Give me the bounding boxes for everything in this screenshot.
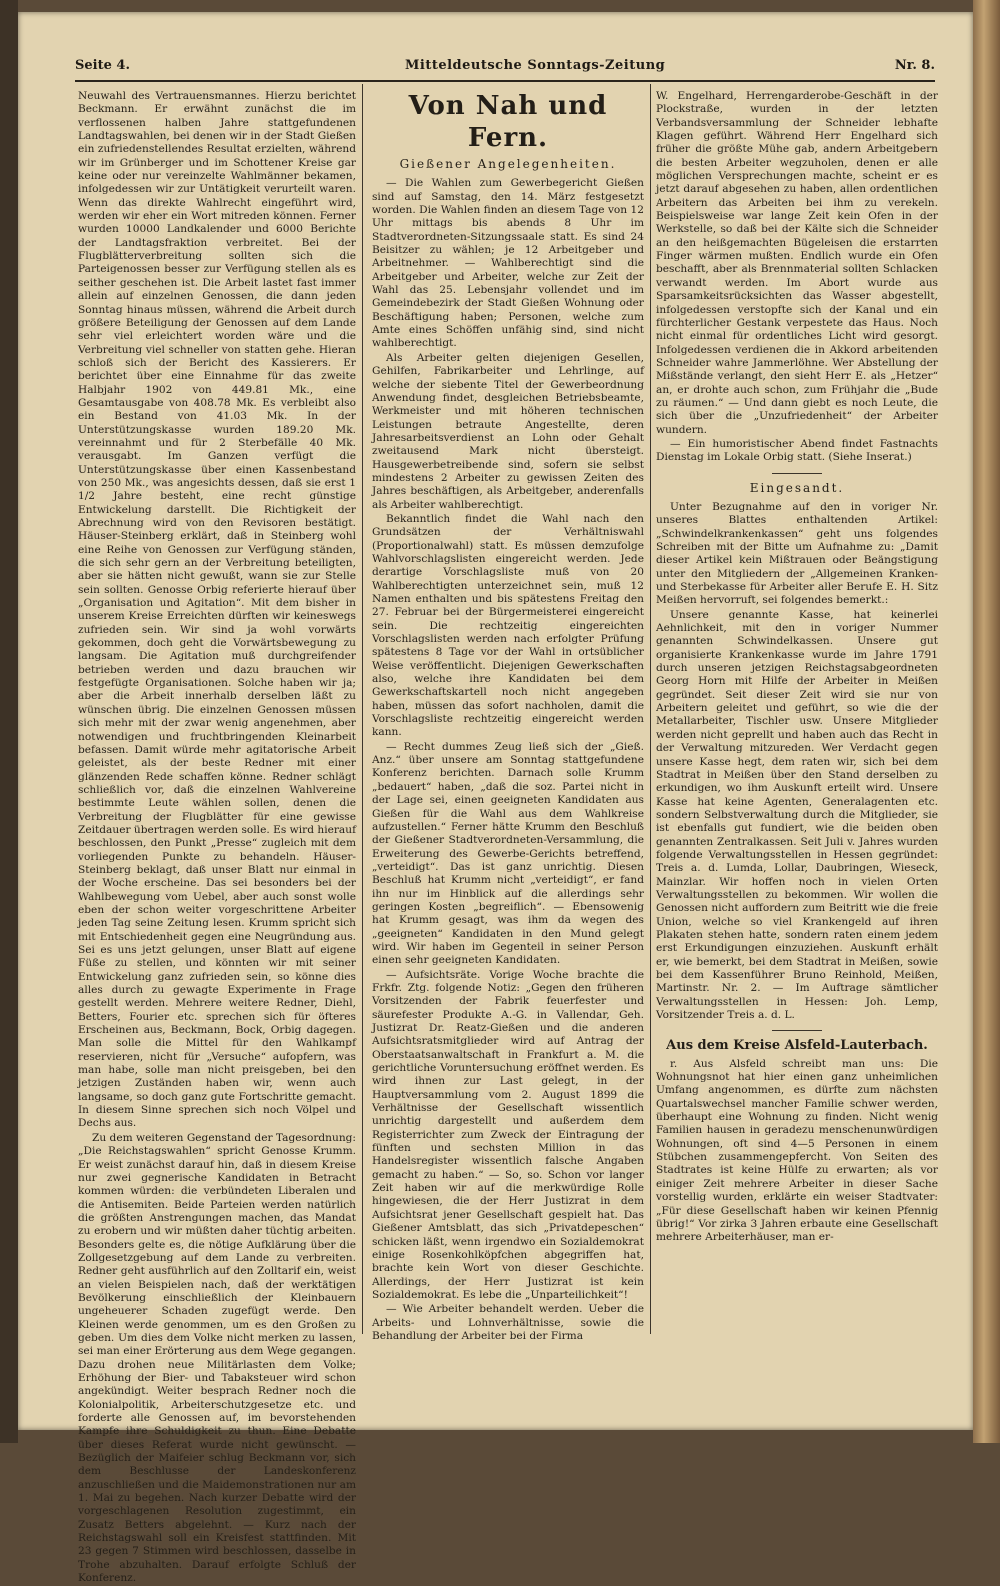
article-paragraph: — Ein humoristischer Abend findet Fastnachts Dienstag im Lokale Orbig statt. (Siehe Inserat.) — [656, 437, 938, 464]
article-paragraph: r. Aus Alsfeld schreibt man uns: Die Wohnungsnot hat hier einen ganz unheimlichen Umfang angenommen, es dürfte zum nächsten Quartalswechsel mancher Familie schwer werden, überhaupt eine Wohnung zu finden. Nicht wenig Familien hausen in geradezu menschenunwürdigen Wohnungen, oft sind 4—5 Personen in einem Stübchen zusammengepfercht. Von Seiten des Stadtrates ist keine Hülfe zu erwarten; als vor einiger Zeit mehrere Arbeiter in dieser Sache vorstellig wurden, erklärte ein weiser Stadtvater: „Für diese Gesellschaft haben wir keinen Pfennig übrig!“ Vor zirka 3 Jahren erbaute eine Gesellschaft mehrere Arbeiterhäuser, man er- — [656, 1057, 938, 1244]
page-number: Seite 4. — [75, 58, 130, 73]
column-divider-1 — [362, 84, 363, 1334]
article-paragraph: Bekanntlich findet die Wahl nach den Grundsätzen der Verhältniswahl (Proportionalwahl) statt. Es müssen demzufolge Wahlvorschlagslisten eingereicht werden. Jede derartige Vorschlagsliste muß von 20 Wahlberechtigten unterzeichnet sein, muß 12 Namen enthalten und bis spätestens Freitag den 27. Februar bei der Bürgermeisterei eingereicht sein. Die rechtzeitig eingereichten Vorschlagslisten werden nach erfolgter Prüfung spätestens 8 Tage vor der Wahl in ortsüblicher Weise veröffentlicht. Diejenigen Gewerkschaften also, welche ihre Kandidaten bei dem Gewerkschaftskartell noch nicht angegeben haben, müssen das sofort nachholen, damit die Vorschlagsliste rechtzeitig eingereicht werden kann. — [372, 512, 644, 739]
article-paragraph: — Die Wahlen zum Gewerbegericht Gießen sind auf Samstag, den 14. März festgesetzt worden. Die Wahlen finden an diesem Tage von 12 Uhr mittags bis abends 8 Uhr im Stadtverordneten-Sitzungssaale statt. Es sind 24 Beisitzer zu wählen; je 12 Arbeitgeber und Arbeitnehmer. — Wahlberechtigt sind die Arbeitgeber und Arbeiter, welche zur Zeit der Wahl das 25. Lebensjahr vollendet und im Gemeindebezirk der Stadt Gießen Wohnung oder Beschäftigung haben; Personen, welche zum Amte eines Schöffen unfähig sind, sind nicht wahlberechtigt. — [372, 177, 644, 350]
article-paragraph: Als Arbeiter gelten diejenigen Gesellen, Gehilfen, Fabrikarbeiter und Lehrlinge, auf welche der siebente Titel der Gewerbeordnung Anwendung findet, desgleichen Betriebsbeamte, Werkmeister und mit höheren technischen Leistungen betraute Angestellte, deren Jahresarbeitsverdienst an Lohn oder Gehalt zweitausend Mark nicht übersteigt. Hausgewerbetreibende sind, sofern sie selbst mindestens 2 Arbeiter zu gewissen Zeiten des Jahres beschäftigen, als Arbeitgeber, anderenfalls als Arbeiter wahlberechtigt. — [372, 351, 644, 511]
article-paragraph: Unter Bezugnahme auf den in voriger Nr. unseres Blattes enthaltenden Artikel: „Schwindelkrankenkassen“ geht uns folgendes Schreiben mit der Bitte um Aufnahme zu: „Damit dieser Artikel kein Mißtrauen oder Beängstigung unter den Mitgliedern der „Allgemeinen Kranken- und Sterbekasse für Arbeiter aller Berufe E. H. Sitz Meißen hervorruft, sei folgendes bemerkt.: — [656, 500, 938, 607]
article-paragraph: Neuwahl des Vertrauensmannes. Hierzu berichtet Beckmann. Er erwähnt zunächst die im verflossenen halben Jahre stattgefundenen Landtagswahlen, bei denen wir in der Stadt Gießen ein zufriedenstellendes Resultat erzielten, während wir im Grünberger und im Schottener Kreise gar keine oder nur vereinzelte Wahlmänner bekamen, infolgedessen wir zur Untätigkeit verurteilt waren. Wenn das direkte Wahlrecht eingeführt wird, werden wir eher ein Wort mitreden können. Ferner wurden 10000 Landkalender und 6000 Berichte der Landtagsfraktion verbreitet. Bei der Flugblätterverbreitung sollten sich die Parteigenossen besser zur Verfügung stellen als es seither geschehen ist. Die Arbeit lastet fast immer allein auf einzelnen Genossen, die dann jeden Sonntag hinaus müssen, während die Arbeit durch größere Beteiligung der Genossen auf dem Lande sehr viel erleichtert worden wäre und die Verbreitung viel schneller von statten gehe. Hieran schloß sich der Bericht des Kassierers. Er berichtet über eine Einnahme für das zweite Halbjahr 1902 von 449.81 Mk., eine Gesamtausgabe von 408.78 Mk. Es verbleibt also ein Bestand von 41.03 Mk. In der Unterstützungskasse wurden 189.20 Mk. vereinnahmt und für 2 Sterbefälle 40 Mk. verausgabt. Im Ganzen verfügt die Unterstützungskasse über einen Kassenbestand von 250 Mk., was angesichts dessen, daß sie erst 1 1/2 Jahre besteht, eine recht günstige Entwickelung darstellt. Die Richtigkeit der Abrechnung wird von den Revisoren bestätigt. Häuser-Steinberg erklärt, daß in Steinberg wohl eine Reihe von Genossen zur Verfügung ständen, die sich sehr gern an der Verbreitung beteiligten, aber sie hätten nicht gewußt, wann sie zur Stelle sein sollten. Genosse Orbig referierte hierauf über „Organisation und Agitation“. Mit dem bisher in unserem Kreise Erreichten dürften wir keineswegs zufrieden sein. Wir sind ja wohl vorwärts gekommen, doch geht die Vorwärtsbewegung zu langsam. Die Agitation muß durchgreifender betrieben werden und dazu brauchen wir festgefügte Organisationen. Solche haben wir ja; aber die Arbeit innerhalb derselben läßt zu wünschen übrig. Die einzelnen Genossen müssen sich mehr mit der zwar wenig angenehmen, aber notwendigen und fruchtbringenden Kleinarbeit befassen. Damit würde mehr agitatorische Arbeit geleistet, als der beste Redner mit einer glänzenden Rede schaffen könne. Redner schlägt schließlich vor, daß die einzelnen Wahlvereine bestimmte Leute wählen sollen, denen die Verbreitung der Flugblätter für eine gewisse Zeitdauer übertragen werden solle. Es wird hierauf beschlossen, den Punkt „Presse“ zugleich mit dem vorliegenden Punkte zu behandeln. Häuser-Steinberg beklagt, daß unser Blatt nur einmal in der Woche erscheine. Das sei besonders bei der Wahlbewegung vom Uebel, aber auch sonst wolle eben der schon weiter vorgeschrittene Arbeiter jeden Tag seine Zeitung lesen. Krumm spricht sich mit Entschiedenheit gegen eine Neugründung aus. Sei es uns jetzt gelungen, unser Blatt auf eigene Füße zu stellen, und könnten wir mit seiner Entwickelung ganz zufrieden sein, so könne dies alles durch zu gewagte Experimente in Frage gestellt werden. Mehrere weitere Redner, Diehl, Betters, Fourier etc. sprechen sich für öfteres Erscheinen aus, Beckmann, Bock, Orbig dagegen. Man solle die Mittel für den Wahlkampf reservieren, nicht für „Versuche“ aufopfern, was man habe, solle man nicht preisgeben, bei den jetzigen Zuständen haben wir, wenn auch langsame, so doch ganz gute Fortschritte gemacht. In diesem Sinne sprechen sich noch Völpel und Dechs aus. — [78, 90, 356, 1130]
column-2 — [372, 90, 644, 1340]
page-header — [75, 58, 935, 78]
column-1 — [78, 90, 356, 1585]
page-right-edge — [973, 0, 1000, 1443]
section-divider — [772, 473, 822, 474]
article-paragraph: — Recht dummes Zeug ließ sich der „Gieß. Anz.“ über unsere am Sonntag stattgefundene Konferenz berichten. Darnach solle Krumm „bedauert“ haben, „daß die soz. Partei nicht in der Lage sei, einen geeigneten Kandidaten aus Gießen für die Wahl aus dem Wahlkreise aufzustellen.“ Ferner hätte Krumm den Beschluß der Gießener Stadtverordneten-Versammlung, die Erweiterung des Gewerbe-Gerichts betreffend, „verteidigt“. Das ist ganz unrichtig. Diesen Beschluß hat Krumm nicht „verteidigt“, er fand ihn nur im Hinblick auf die allerdings sehr geringen Kosten „begreiflich“. — Ebensowenig hat Krumm gesagt, was ihm da wegen des „geeigneten“ Kandidaten in den Mund gelegt wird. Wir haben im Gegenteil in seiner Person einen sehr geeigneten Kandidaten. — [372, 740, 644, 967]
page-left-edge — [0, 0, 18, 1443]
section-title: Von Nah und Fern. — [408, 91, 608, 153]
issue-number: Nr. 8. — [894, 58, 935, 73]
column-divider-2 — [650, 84, 651, 1334]
section-subhead: Eingesandt. — [749, 480, 845, 495]
newspaper-name: Mitteldeutsche Sonntags-Zeitung — [405, 58, 666, 73]
article-paragraph: — Wie Arbeiter behandelt werden. Ueber die Arbeits- und Lohnverhältnisse, sowie die Behandlung der Arbeiter bei der Firma — [372, 1303, 644, 1342]
section-subhead: Aus dem Kreise Alsfeld-Lauterbach. — [666, 1038, 928, 1054]
article-paragraph: Zu dem weiteren Gegenstand der Tagesordnung: „Die Reichstagswahlen“ spricht Genosse Krumm. Er weist zunächst darauf hin, daß in diesem Kreise nur zwei gegnerische Kandidaten in Betracht kommen würden: die verbündeten Liberalen und die Antisemiten. Beide Parteien werden natürlich die größten Anstrengungen machen, das Mandat zu erobern und wir müßten daher tüchtig arbeiten. Besonders gelte es, die nötige Aufklärung über die Zollgesetzgebung auf dem Lande zu verbreiten. Redner geht ausführlich auf den Zolltarif ein, weist an vielen Beispielen nach, daß der werktätigen Bevölkerung einschließlich der Kleinbauern ungeheuerer Schaden zugefügt werde. Den Kleinen werde genommen, um es den Großen zu geben. Um dies dem Volke nicht merken zu lassen, sei man einer Erörterung aus dem Wege gegangen. Dazu drohen neue Militärlasten dem Volke; Erhöhung der Bier- und Tabaksteuer wird schon angekündigt. Weiter besprach Redner noch die Kolonialpolitik, Arbeiterschutzgesetze etc. und forderte alle Genossen auf, im bevorstehenden Kampfe ihre Schuldigkeit zu thun. Eine Debatte über dieses Referat wurde nicht gewünscht. — Bezüglich der Maifeier schlug Beckmann vor, sich dem Beschlusse der Landeskonferenz anzuschließen und die Maidemonstrationen nur am 1. Mai zu begehen. Nach kurzer Debatte wird der vorgeschlagenen Resolution zugestimmt, ein Zusatz Betters abgelehnt. — Kurz nach der Reichstagswahl soll ein Kreisfest stattfinden. Mit 23 gegen 7 Stimmen wird beschlossen, dasselbe in Trohe abzuhalten. Darauf erfolgte Schluß der Konferenz. — [78, 1131, 356, 1585]
header-rule — [75, 80, 935, 82]
article-paragraph: Unsere genannte Kasse, hat keinerlei Aehnlichkeit, mit den in voriger Nummer genannten Schwindelkassen. Unsere gut organisierte Krankenkasse wurde im Jahre 1791 durch unseren jetzigen Reichstagsabgeordneten Georg Horn mit Hilfe der Arbeiter in Meißen gegründet. Seit dieser Zeit wird sie nur von Arbeitern geleitet und geführt, so wie die der Metallarbeiter, Tischler usw. Unsere Mitglieder werden nicht geprellt und haben auch das Recht in der Verwaltung mitzureden. Wer Verdacht gegen unsere Kasse hegt, dem raten wir, sich bei dem Stadtrat in Meißen über den Stand derselben zu erkundigen, wo ihm Auskunft erteilt wird. Unsere Kasse hat keine Agenten, Generalagenten etc. sondern Selbstverwaltung durch die Mitglieder, sie ist ebenfalls gut fundiert, wie die beiden oben genannten Zentralkassen. Seit Juli v. Jahres wurden folgende Verwaltungsstellen in Hessen gegründet: Treis a. d. Lumda, Lollar, Daubringen, Wieseck, Mainzlar. Wir hoffen noch in vielen Orten Verwaltungsstellen zu bekommen. Wir wollen die Genossen nicht auffordern zum Beitritt wie die freie Union, welche so viel Krankengeld auf ihren Plakaten stehen hatte, sondern raten einem jedem erst Erkundigungen einzuziehen. Auskunft erhält er, wie bemerkt, bei dem Stadtrat in Meißen, sowie bei dem Kassenführer Bruno Reinhold, Meißen, Martinstr. Nr. 2. — Im Auftrage sämtlicher Verwaltungsstellen in Hessen: Joh. Lemp, Vorsitzender Treis a. d. L. — [656, 608, 938, 1022]
column-3 — [656, 90, 938, 1345]
section-divider — [772, 1030, 822, 1031]
article-paragraph: W. Engelhard, Herrengarderobe-Geschäft in der Plockstraße, wurden in der letzten Verbandsversammlung der Schneider lebhafte Klagen geführt. Während Herr Engelhard sich früher die größte Mühe gab, andern Arbeitgebern die besten Arbeiter wegzuholen, denen er alle möglichen Versprechungen machte, scheint er es jetzt darauf abgesehen zu haben, allen ordentlichen Arbeitern das Arbeiten bei ihm zu verekeln. Beispielsweise war lange Zeit kein Ofen in der Werkstelle, so daß bei der Kälte sich die Schneider an den heißgemachten Bügeleisen die erstarrten Finger wärmen mußten. Endlich wurde ein Ofen beschafft, aber als Brennmaterial sollten Schlacken verwandt werden. Im Abort wurde aus Sparsamkeitsrücksichten das Wasser abgestellt, infolgedessen verstopfte sich der Kanal und ein fürchterlicher Gestank verpestete das Haus. Noch nicht einmal für ordentliches Licht wird gesorgt. Infolgedessen verdienen die in Akkord arbeitenden Schneider wahre Jammerlöhne. Wer Abstellung der Mißstände verlangt, den sieht Herr E. als „Hetzer“ an, er drohte auch schon, zum Frühjahr die „Bude zu räumen.“ — Und dann giebt es noch Leute, die sich über die „Unzufriedenheit“ der Arbeiter wundern. — [656, 90, 938, 436]
article-paragraph: — Aufsichtsräte. Vorige Woche brachte die Frkfr. Ztg. folgende Notiz: „Gegen den früheren Vorsitzenden der Fabrik feuerfester und säurefester Produkte A.-G. in Vallendar, Geh. Justizrat Dr. Reatz-Gießen und die anderen Aufsichtsratsmitglieder wird auf Antrag der Oberstaatsanwaltschaft in Frankfurt a. M. die gerichtliche Voruntersuchung eröffnet werden. Es wird ihnen zur Last gelegt, in der Hauptversammlung vom 2. August 1899 die Verhältnisse der Gesellschaft wissentlich unrichtig dargestellt und außerdem dem Registerrichter zum Zweck der Eintragung der fünften und sechsten Million in das Handelsregister wissentlich falsche Angaben gemacht zu haben.“ — So, so. Schon vor langer Zeit haben wir auf die merkwürdige Rolle hingewiesen, die der Herr Justizrat in dem Aufsichtsrat jener Gesellschaft gespielt hat. Das Gießener Amtsblatt, das sich „Privatdepeschen“ schicken läßt, wenn irgendwo ein Sozialdemokrat einige Rosenkohlköpfchen abgegriffen hat, brachte kein Wort von dieser Geschichte. Allerdings, der Herr Justizrat ist kein Sozialdemokrat. Es lebe die „Unparteilichkeit“! — [372, 968, 644, 1301]
section-subhead: Gießener Angelegenheiten. — [399, 157, 617, 171]
